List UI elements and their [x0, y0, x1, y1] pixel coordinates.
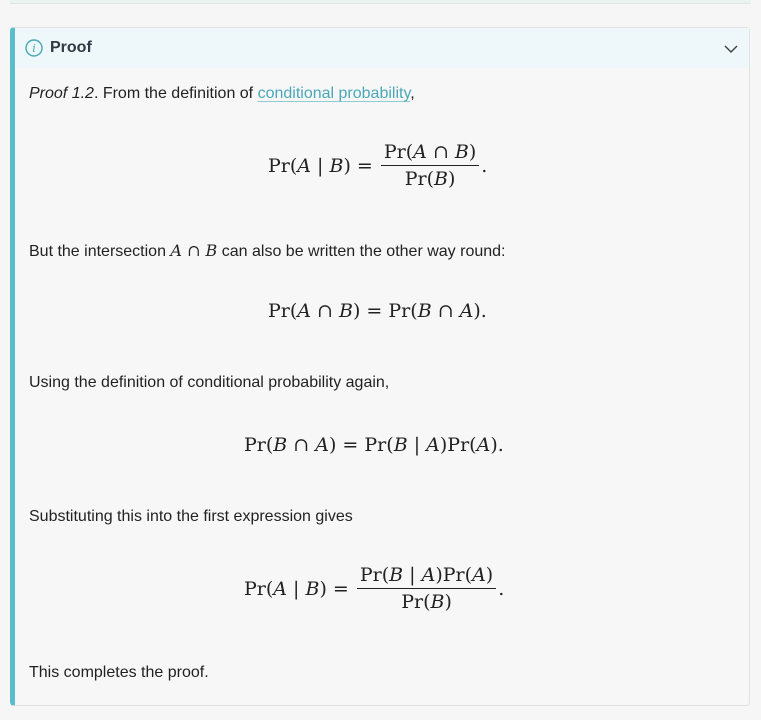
eq1-period: .: [481, 154, 488, 177]
paragraph-intro: [29, 84, 415, 104]
top-divider: [10, 0, 751, 4]
conditional-probability-link[interactable]: conditional probability: [257, 85, 411, 102]
eq1-denominator: Pr(B): [404, 168, 456, 190]
paragraph-conclusion: This completes the proof.: [29, 664, 209, 681]
eq4-fraction: [357, 563, 496, 614]
equation-3: Pr(B ∩ A) = Pr(B | A)Pr(A).: [244, 434, 504, 456]
eq4-period: .: [498, 577, 505, 600]
eq4-denominator: Pr(B): [401, 591, 452, 613]
intersection-text-after: can also be written the other way round:: [217, 243, 506, 260]
eq1-numerator: Pr(A ∩ B): [381, 140, 479, 166]
svg-text:i: i: [32, 42, 36, 56]
eq1-lhs: Pr(A | B) =: [268, 154, 373, 177]
paragraph-substituting: Substituting this into the first expression gives: [29, 508, 353, 525]
paragraph-intersection: [29, 241, 505, 262]
paragraph-again: Using the definition of conditional probability again,: [29, 374, 390, 391]
intro-text: . From the definition of: [93, 85, 258, 102]
chevron-down-icon[interactable]: [723, 41, 739, 57]
callout-header[interactable]: [15, 28, 749, 68]
eq4-lhs: Pr(A | B) =: [244, 577, 349, 600]
eq4-numerator: Pr(B | A)Pr(A): [357, 563, 496, 589]
equation-2: Pr(A ∩ B) = Pr(B ∩ A).: [268, 300, 487, 322]
proof-label: Proof 1.2: [29, 85, 94, 102]
eq1-fraction: [381, 140, 479, 191]
callout-title: Proof: [50, 39, 92, 56]
equation-4: [244, 563, 504, 614]
equation-1: [268, 140, 487, 191]
intersection-text-before: But the intersection: [29, 243, 171, 260]
info-icon: [25, 39, 43, 57]
proof-callout: [10, 27, 750, 706]
intro-end: ,: [410, 85, 415, 102]
intersection-math: A ∩ B: [170, 241, 218, 260]
